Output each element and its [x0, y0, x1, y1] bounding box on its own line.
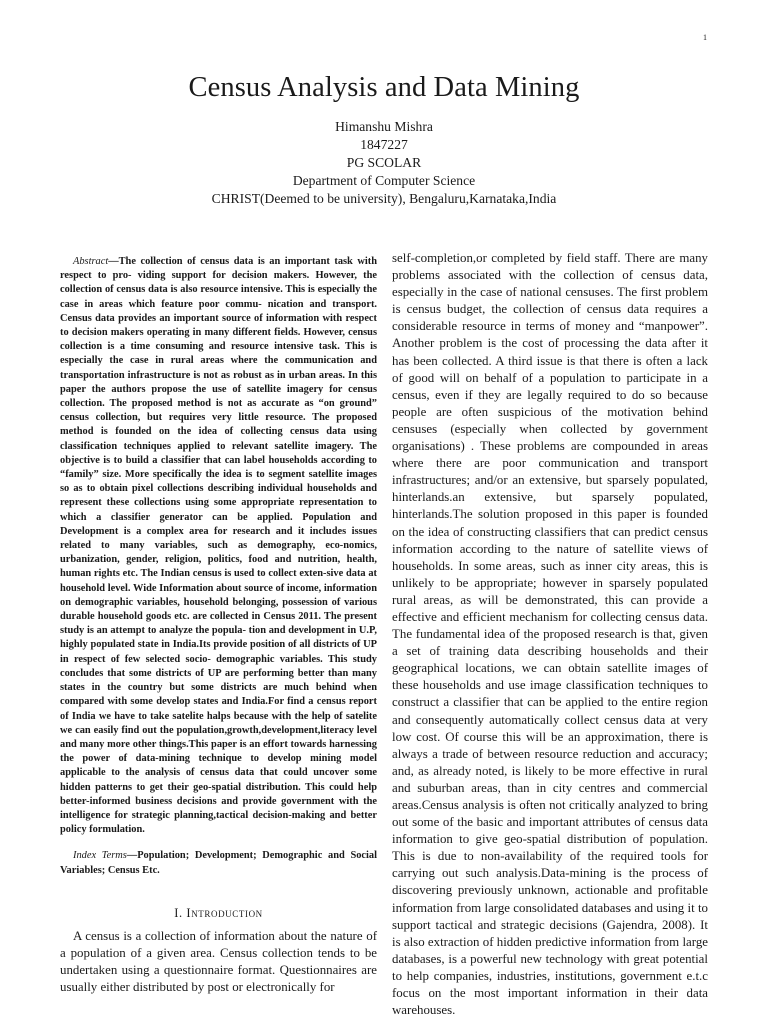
intro-paragraph-left: A census is a collection of information about the nature of a population of a given area. Census collection tends to be undertaken using a questionnaire format. Questionnaires are usually either distributed by post or electronically for: [60, 928, 377, 995]
section-title: ntroduction: [191, 905, 263, 920]
title-block: [0, 70, 768, 208]
abstract-label: Abstract: [73, 256, 109, 267]
author-department: Department of Computer Science: [292, 173, 476, 188]
section-first-letter: I: [186, 905, 192, 920]
abstract-text: The collection of census data is an important task with respect to pro- viding support for decision makers. However, the collection of census data is also resource intensive. This is especially the case in areas which feature poor commu- nication and transport. Census data provides an important source of information with respect to decision makers operating in many different fields. However, census collection is a time consuming and resource intensive task. This is especially the case in rural areas where the communication and transportation infrastructure is not as robust as in urban areas. In this paper the authors propose the use of satellite imagery for census collection. The proposed method is not as accurate as “on ground” census collection, but requires very little resource. The proposed method is founded on the idea of collecting census data using classification techniques applied to relevant satellite imagery. The objective is to build a classifier that can label households according to “family” size. More specifically the idea is to segment satellite images so as to obtain pixel collections describing individual households and represent these collections using some appropriate representation to which a classifier generator can be applied. Population and Development is a complex area for research and it includes issues related to many variables, such as demography, eco-nomics, urbanization, gender, religion, politics, food and nutrition, health, human rights etc. The Indian census is used to collect exten-sive data at household level. Wide Information about source of income, information on demographic variables, household belonging, possession of various durable household goods etc. are collected in Census 2011. The present study is an attempt to analyze the popula- tion and development in U.P, highly populated state in India.Its provide position of all districts of UP in respect of few selected socio- demographic variables. This study concludes that some districts of UP are performing better than many states in the country but some districts are much behind when compared with some develop states and India.For find a census report of India we have to take satelite halps because with the help of satelite we can easily find out the population,growth,development,literacy level and many more other things.This paper is an effort towards harnessing the power of data-mining technique to develop mining model applicable to the analysis of census data that could uncover some hidden patterns to get their geo-spatial distribution. This could help better-informed business decisions and provide government with the intelligence for strategic planning,tactical decision-making and better policy formulation.: [60, 256, 377, 836]
index-terms-label: Index Terms: [73, 850, 127, 862]
paper-title: Census Analysis and Data Mining: [188, 72, 580, 103]
author-institution: CHRIST(Deemed to be university), Bengaluru,Karnataka,India: [211, 191, 557, 206]
author-name: Himanshu Mishra: [335, 119, 433, 134]
index-terms-text: Population; Development; Demographic and Social Variables; Census Etc.: [60, 850, 377, 876]
intro-paragraph-right: self-completion,or completed by field staff. There are many problems associated with the collection of census data, especially in the case of national censuses. The first problem is census budget, the collection of census data requires a considerable resource in terms of money and “manpower”. Another problem is the cost of processing the data after it has been collected. A third issue is that there is often a lack of good will on behalf of a population to participate in a census, even if they are legally required to do so because people are often suspicious of the motivation behind censuses (especially when collected by government organisations) . These problems are compounded in areas where there are poor communication and transport infrastructures; and/or an extensive, but sparsely populated, hinterlands.an extensive, but sparsely populated, hinterlands.The solution proposed in this paper is founded on the idea of constructing classifiers that can predict census information according to the nature of satellite views of households. In some areas, such as inner city areas, this is unlikely to be appropriate; however in sparsely populated rural areas, as will be demonstrated, this can provide a effective and efficient mechanism for collecting census data. The fundamental idea of the proposed research is that, given a set of training data describing households and their geographical locations, we can obtain satellite images of these households and use image classification techniques to construct a classifier that can be applied to the entire region and consequently automatically collect census data at very low cost. Of course this will be an approximation, there is always a trade of between resource reduction and accuracy; and, as already noted, is likely to be more effective in rural and suburban areas, than in city centres and commercial areas.Census analysis is often not critically analyzed to bring out some of the basic and important attributes of census data information to give geo-spatial distribution of population. This is due to non-availability of the required tools for carrying out such analysis.Data-mining is the process of discovering previously unknown, actionable and profitable information from large consolidated databases and using it to support tactical and strategic decisions (Gajendra, 2008). It is also extraction of hidden predictive information from large databases, is a powerful new technology with great potential to help companies, industries, institutions, government e.t.c focus on the most important information in their data warehouses.: [392, 251, 708, 1018]
abstract-dash: —: [108, 256, 119, 267]
index-terms: [60, 849, 377, 877]
left-column: [60, 255, 377, 996]
page-number: 1: [703, 33, 707, 42]
abstract: [60, 255, 377, 837]
author-id: 1847227: [360, 137, 408, 152]
right-column: [392, 250, 708, 1019]
author-role: PG SCOLAR: [346, 155, 422, 170]
index-terms-dash: —: [126, 850, 138, 862]
section-heading-introduction: [60, 906, 377, 921]
section-numeral: I.: [174, 905, 187, 920]
